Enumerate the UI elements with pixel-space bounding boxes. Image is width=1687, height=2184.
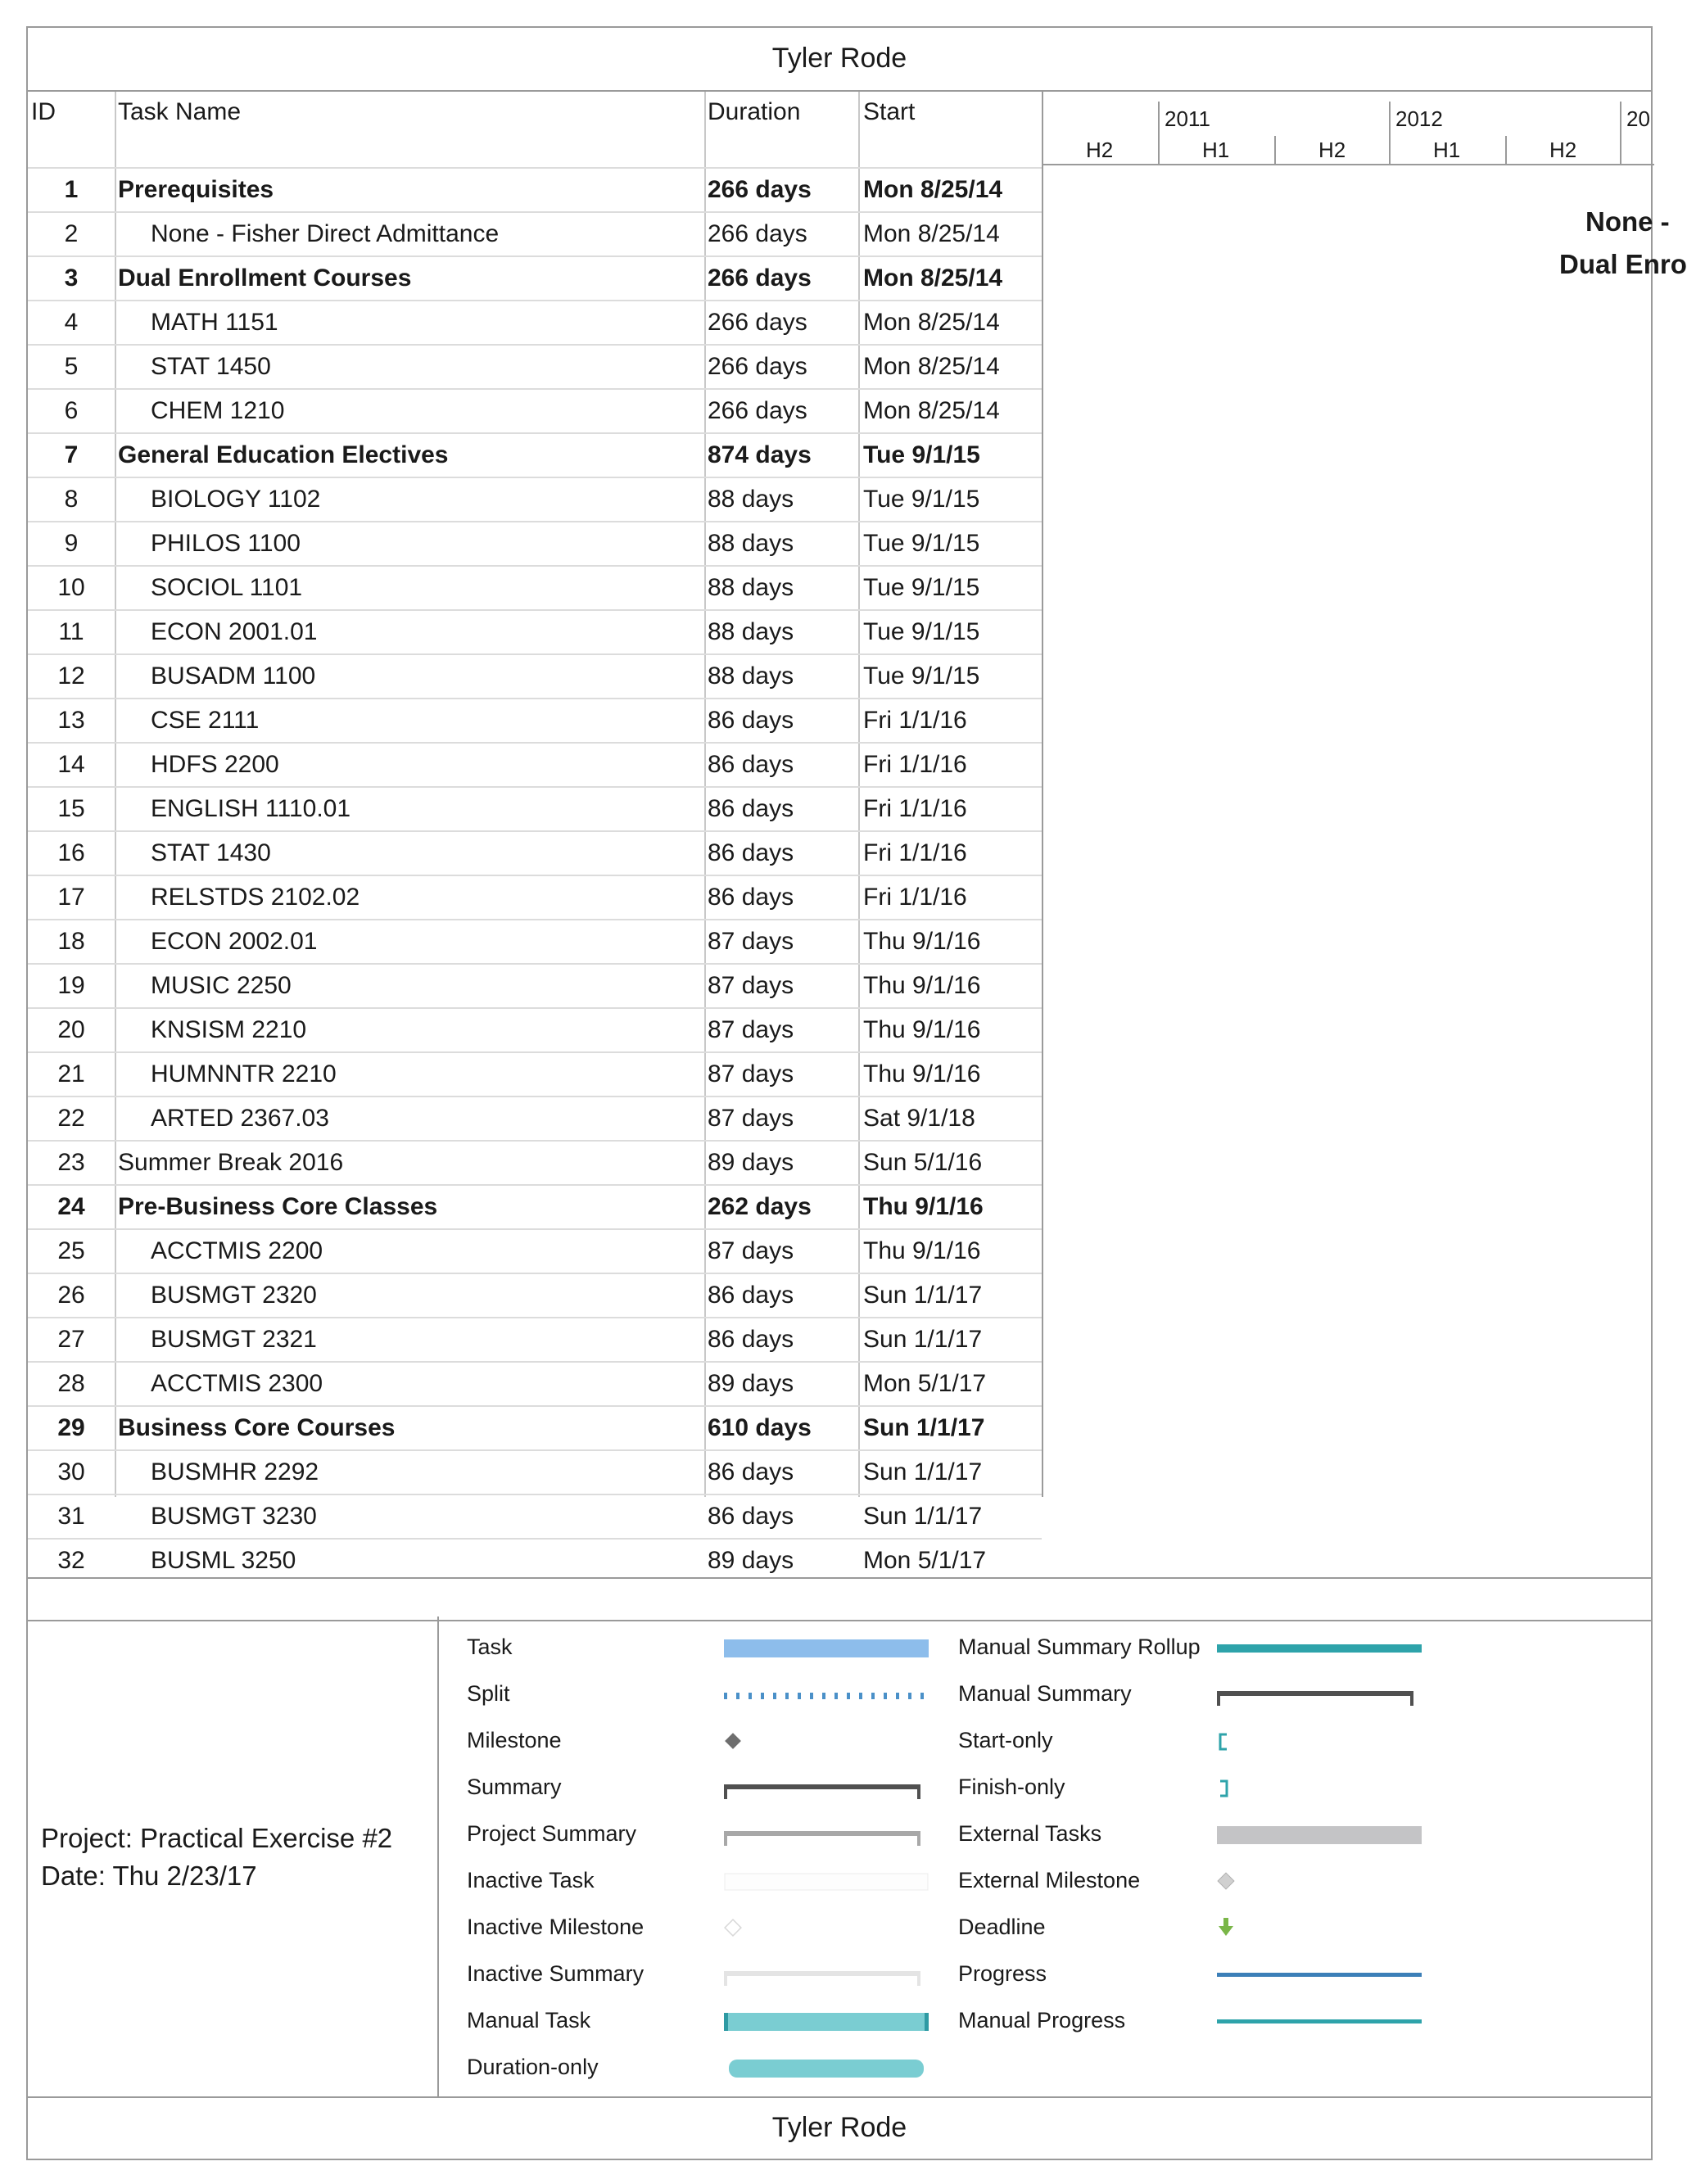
task-row[interactable] — [28, 609, 1042, 653]
year-label: 2012 — [1395, 106, 1443, 131]
task-row[interactable] — [28, 1449, 1042, 1494]
task-id: 11 — [58, 618, 84, 645]
task-id: 24 — [57, 1193, 85, 1220]
task-id: 5 — [64, 353, 79, 380]
gantt-task-label: Dual Enro — [1559, 249, 1687, 279]
task-start: Thu 9/1/16 — [863, 1060, 981, 1087]
half-label: H1 — [1433, 138, 1461, 162]
task-id: 18 — [57, 928, 85, 955]
column-header-task-name[interactable]: Task Name — [118, 98, 242, 125]
task-name: ENGLISH 1110.01 — [151, 795, 351, 822]
task-row[interactable] — [28, 477, 1042, 521]
task-duration: 610 days — [708, 1414, 812, 1441]
task-id: 10 — [57, 574, 85, 601]
manual-summary-rollup-icon — [1217, 1636, 1422, 1661]
inactive-task-bar-icon — [724, 1870, 929, 1894]
task-duration: 87 days — [708, 972, 794, 999]
task-start: Sun 1/1/17 — [863, 1326, 983, 1353]
legend-label: Progress — [958, 1961, 1047, 1986]
duration-only-bar-icon — [724, 2056, 929, 2081]
task-name: MUSIC 2250 — [151, 972, 292, 999]
project-info — [41, 1820, 392, 1895]
task-start: Tue 9/1/15 — [863, 662, 980, 690]
manual-summary-bracket-icon — [1217, 1683, 1422, 1707]
task-id: 32 — [57, 1547, 85, 1574]
table-bottom-divider — [28, 1577, 1651, 1579]
inactive-summary-bracket-icon — [724, 1963, 929, 1987]
task-row[interactable] — [28, 742, 1042, 786]
task-duration: 86 days — [708, 795, 794, 822]
task-start: Tue 9/1/15 — [863, 441, 980, 468]
task-id: 29 — [57, 1414, 85, 1441]
task-id: 1 — [64, 176, 79, 203]
task-row[interactable] — [28, 1228, 1042, 1273]
timescale-tick — [1505, 136, 1507, 164]
legend-label: Inactive Milestone — [467, 1915, 644, 1939]
task-duration: 86 days — [708, 707, 794, 734]
split-dots-icon — [724, 1683, 929, 1707]
column-header-start[interactable]: Start — [863, 98, 916, 125]
timescale-tick — [1389, 102, 1391, 164]
timescale-tick — [1274, 136, 1276, 164]
footer-title: Tyler Rode — [771, 2112, 907, 2143]
task-name: Dual Enrollment Courses — [118, 265, 412, 292]
task-start: Mon 8/25/14 — [863, 309, 1000, 336]
milestone-diamond-icon — [724, 1730, 929, 1754]
task-start: Mon 8/25/14 — [863, 220, 1000, 247]
task-start: Mon 5/1/17 — [863, 1370, 987, 1397]
task-id: 23 — [57, 1149, 85, 1176]
task-duration: 87 days — [708, 1237, 794, 1264]
task-start: Fri 1/1/16 — [863, 707, 967, 734]
gantt-task-label: None - — [1585, 206, 1670, 237]
task-start: Sun 5/1/16 — [863, 1149, 983, 1176]
column-header-duration[interactable]: Duration — [708, 98, 801, 125]
legend-label: Summary — [467, 1775, 562, 1799]
task-name: PHILOS 1100 — [151, 530, 301, 557]
task-row[interactable] — [28, 1007, 1042, 1051]
task-duration: 266 days — [708, 353, 807, 380]
task-row[interactable] — [28, 1405, 1042, 1449]
task-id: 2 — [64, 220, 79, 247]
task-name: ECON 2001.01 — [151, 618, 318, 645]
task-row[interactable] — [28, 786, 1042, 830]
year-label: 20 — [1626, 106, 1650, 131]
task-name: Business Core Courses — [118, 1414, 396, 1441]
legend-label: Inactive Summary — [467, 1961, 644, 1986]
legend-label: Finish-only — [958, 1775, 1065, 1799]
task-id: 17 — [57, 884, 85, 911]
start-only-bracket-icon — [1217, 1730, 1422, 1754]
task-row[interactable] — [28, 1317, 1042, 1361]
task-row[interactable] — [28, 1273, 1042, 1317]
task-duration: 86 days — [708, 1326, 794, 1353]
task-start: Sun 1/1/17 — [863, 1503, 983, 1530]
task-start: Fri 1/1/16 — [863, 839, 967, 866]
task-name: ECON 2002.01 — [151, 928, 318, 955]
task-id: 12 — [57, 662, 85, 690]
manual-task-bar-icon — [724, 2010, 929, 2034]
task-duration: 87 days — [708, 1105, 794, 1132]
task-row[interactable] — [28, 1538, 1042, 1582]
task-id: 9 — [64, 530, 79, 557]
task-name: BUSML 3250 — [151, 1547, 296, 1574]
legend-label: Project Summary — [467, 1821, 637, 1846]
task-name: BUSMHR 2292 — [151, 1458, 319, 1485]
task-id: 16 — [57, 839, 85, 866]
task-name: Pre-Business Core Classes — [118, 1193, 438, 1220]
task-start: Mon 5/1/17 — [863, 1547, 987, 1574]
legend-label: Split — [467, 1681, 510, 1706]
legend-label: Duration-only — [467, 2055, 599, 2079]
legend-label: Task — [467, 1635, 513, 1659]
task-duration: 266 days — [708, 309, 807, 336]
external-milestone-diamond-icon — [1217, 1870, 1422, 1894]
project-summary-bracket-icon — [724, 1823, 929, 1847]
task-id: 30 — [57, 1458, 85, 1485]
half-label: H2 — [1086, 138, 1114, 162]
task-name: BIOLOGY 1102 — [151, 486, 321, 513]
task-duration: 86 days — [708, 1282, 794, 1309]
task-name: KNSISM 2210 — [151, 1016, 307, 1043]
task-start: Sat 9/1/18 — [863, 1105, 975, 1132]
task-row[interactable] — [28, 875, 1042, 919]
task-id: 13 — [57, 707, 85, 734]
task-row[interactable] — [28, 167, 1042, 211]
task-duration: 88 days — [708, 618, 794, 645]
task-duration: 88 days — [708, 486, 794, 513]
task-name: STAT 1430 — [151, 839, 271, 866]
legend-label: Inactive Task — [467, 1868, 595, 1892]
legend-label: Milestone — [467, 1728, 562, 1752]
inactive-milestone-diamond-icon — [724, 1916, 929, 1941]
task-id: 4 — [64, 309, 79, 336]
task-name: BUSMGT 2320 — [151, 1282, 317, 1309]
task-name: STAT 1450 — [151, 353, 271, 380]
task-id: 27 — [57, 1326, 85, 1353]
task-name: Prerequisites — [118, 176, 274, 203]
task-table — [28, 92, 1042, 1574]
gantt-timeline — [1042, 92, 1687, 1497]
task-start: Tue 9/1/15 — [863, 574, 980, 601]
task-row[interactable] — [28, 963, 1042, 1007]
task-name: HDFS 2200 — [151, 751, 279, 778]
task-name: Summer Break 2016 — [118, 1149, 344, 1176]
legend-label: Manual Task — [467, 2008, 591, 2033]
external-tasks-bar-icon — [1217, 1823, 1422, 1847]
task-start: Fri 1/1/16 — [863, 884, 967, 911]
task-start: Sun 1/1/17 — [863, 1414, 985, 1441]
task-id: 22 — [57, 1105, 85, 1132]
task-name: CSE 2111 — [151, 707, 260, 734]
task-row[interactable] — [28, 653, 1042, 698]
task-name: RELSTDS 2102.02 — [151, 884, 360, 911]
legend-section — [28, 1617, 1651, 2096]
task-start: Thu 9/1/16 — [863, 928, 981, 955]
legend-divider — [437, 1617, 439, 2096]
task-name: ARTED 2367.03 — [151, 1105, 329, 1132]
task-duration: 88 days — [708, 662, 794, 690]
finish-only-bracket-icon — [1217, 1776, 1422, 1801]
task-duration: 874 days — [708, 441, 812, 468]
task-name: CHEM 1210 — [151, 397, 285, 424]
task-duration: 87 days — [708, 1060, 794, 1087]
half-label: H1 — [1202, 138, 1230, 162]
half-label: H2 — [1549, 138, 1577, 162]
manual-progress-line-icon — [1217, 2010, 1422, 2034]
task-row[interactable] — [28, 521, 1042, 565]
task-duration: 266 days — [708, 176, 812, 203]
task-name: MATH 1151 — [151, 309, 278, 336]
task-id: 20 — [57, 1016, 85, 1043]
task-id: 15 — [57, 795, 85, 822]
legend-label: External Tasks — [958, 1821, 1102, 1846]
task-duration: 262 days — [708, 1193, 812, 1220]
task-row[interactable] — [28, 432, 1042, 477]
task-row[interactable] — [28, 1494, 1042, 1538]
task-id: 26 — [57, 1282, 85, 1309]
task-duration: 89 days — [708, 1547, 794, 1574]
task-row[interactable] — [28, 919, 1042, 963]
project-name: Project: Practical Exercise #2 — [41, 1823, 393, 1853]
task-duration: 86 days — [708, 1503, 794, 1530]
task-row[interactable] — [28, 698, 1042, 742]
task-row[interactable] — [28, 1140, 1042, 1184]
progress-line-icon — [1217, 1963, 1422, 1987]
task-id: 21 — [57, 1060, 85, 1087]
task-start: Sun 1/1/17 — [863, 1282, 983, 1309]
task-row[interactable] — [28, 830, 1042, 875]
task-id: 6 — [64, 397, 79, 424]
task-row[interactable] — [28, 344, 1042, 388]
task-name: ACCTMIS 2300 — [151, 1370, 323, 1397]
task-start: Fri 1/1/16 — [863, 751, 967, 778]
task-start: Mon 8/25/14 — [863, 176, 1003, 203]
task-duration: 86 days — [708, 1458, 794, 1485]
task-duration: 86 days — [708, 751, 794, 778]
timescale-divider — [1043, 164, 1654, 165]
task-start: Mon 8/25/14 — [863, 353, 1000, 380]
task-name: ACCTMIS 2200 — [151, 1237, 323, 1264]
task-start: Tue 9/1/15 — [863, 530, 980, 557]
task-duration: 87 days — [708, 928, 794, 955]
legend-label: External Milestone — [958, 1868, 1141, 1892]
task-id: 3 — [64, 265, 79, 292]
task-id: 14 — [57, 751, 85, 778]
report-page — [26, 26, 1687, 2160]
timescale-tick — [1158, 102, 1160, 164]
task-duration: 266 days — [708, 220, 807, 247]
task-start: Fri 1/1/16 — [863, 795, 967, 822]
task-id: 25 — [57, 1237, 85, 1264]
legend-label: Start-only — [958, 1728, 1053, 1752]
task-name: HUMNNTR 2210 — [151, 1060, 337, 1087]
task-row[interactable] — [28, 1361, 1042, 1405]
task-start: Thu 9/1/16 — [863, 972, 981, 999]
task-start: Tue 9/1/15 — [863, 618, 980, 645]
task-name: BUSMGT 2321 — [151, 1326, 317, 1353]
task-start: Thu 9/1/16 — [863, 1193, 984, 1220]
task-id: 7 — [64, 441, 79, 468]
task-name: SOCIOL 1101 — [151, 574, 303, 601]
task-start: Thu 9/1/16 — [863, 1237, 981, 1264]
task-row[interactable] — [28, 300, 1042, 344]
task-name: None - Fisher Direct Admittance — [151, 220, 500, 247]
task-row[interactable] — [28, 565, 1042, 609]
task-name: BUSADM 1100 — [151, 662, 316, 690]
task-id: 8 — [64, 486, 79, 513]
legend-label: Manual Progress — [958, 2008, 1126, 2033]
task-start: Sun 1/1/17 — [863, 1458, 983, 1485]
header-title: Tyler Rode — [771, 43, 907, 74]
task-start: Tue 9/1/15 — [863, 486, 980, 513]
task-bar-icon — [724, 1636, 929, 1661]
task-start: Thu 9/1/16 — [863, 1016, 981, 1043]
task-row[interactable] — [28, 1184, 1042, 1228]
task-id: 31 — [57, 1503, 85, 1530]
task-duration: 89 days — [708, 1370, 794, 1397]
task-duration: 88 days — [708, 574, 794, 601]
task-duration: 266 days — [708, 265, 812, 292]
task-duration: 86 days — [708, 884, 794, 911]
legend-label: Manual Summary — [958, 1681, 1132, 1706]
summary-bracket-icon — [724, 1776, 929, 1801]
half-label: H2 — [1318, 138, 1346, 162]
task-duration: 88 days — [708, 530, 794, 557]
footer-bottom-divider — [28, 2096, 1651, 2098]
task-row[interactable] — [28, 211, 1042, 255]
task-duration: 266 days — [708, 397, 807, 424]
column-header-id[interactable]: ID — [31, 98, 56, 125]
task-name: BUSMGT 3230 — [151, 1503, 317, 1530]
legend-label: Deadline — [958, 1915, 1046, 1939]
task-start: Mon 8/25/14 — [863, 265, 1003, 292]
legend-label: Manual Summary Rollup — [958, 1635, 1201, 1659]
project-date: Date: Thu 2/23/17 — [41, 1861, 257, 1891]
task-duration: 87 days — [708, 1016, 794, 1043]
task-id: 28 — [57, 1370, 85, 1397]
task-duration: 86 days — [708, 839, 794, 866]
timescale-tick — [1620, 102, 1621, 164]
task-duration: 89 days — [708, 1149, 794, 1176]
task-name: General Education Electives — [118, 441, 449, 468]
year-label: 2011 — [1165, 106, 1210, 131]
task-id: 19 — [57, 972, 85, 999]
task-start: Mon 8/25/14 — [863, 397, 1000, 424]
task-row[interactable] — [28, 1096, 1042, 1140]
deadline-arrow-icon — [1217, 1916, 1422, 1941]
task-row[interactable] — [28, 255, 1042, 300]
task-row[interactable] — [28, 388, 1042, 432]
task-row[interactable] — [28, 1051, 1042, 1096]
